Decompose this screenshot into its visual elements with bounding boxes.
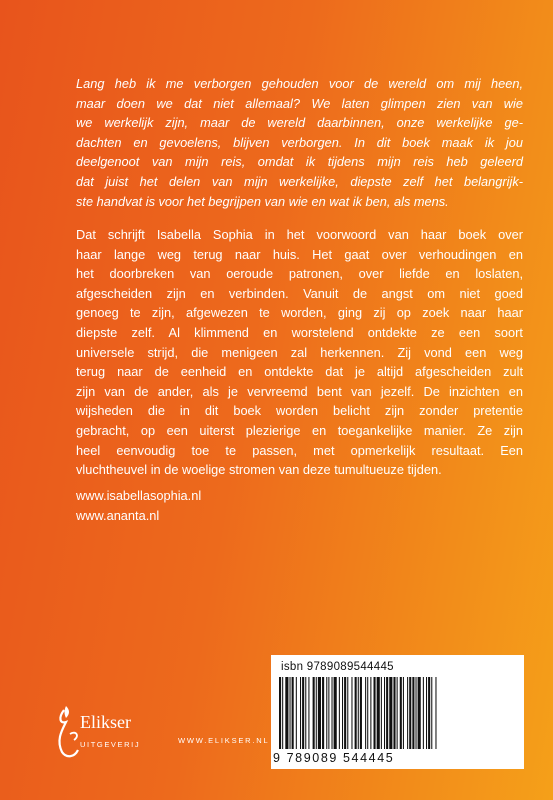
barcode-image — [279, 677, 515, 749]
quote-line: dat juist het delen van mijn werkelijke, diepste zelf het belangrijk- — [76, 173, 523, 189]
blurb-line: het doorbreken van oeroude patronen, over liefde en loslaten, — [76, 266, 523, 282]
blurb-paragraph — [76, 225, 523, 480]
quote-line: dachten en gevoelens, blijven verborgen. In dit boek maak ik jou — [76, 134, 523, 150]
author-website-link[interactable]: www.isabellasophia.nl — [76, 488, 202, 503]
website-links — [76, 486, 201, 525]
blurb-line: gebracht, op een uiterst plezierige en toegankelijke manier. Ze zijn — [76, 422, 523, 438]
ean-number: 9 789089 544445 — [273, 751, 395, 765]
isbn-label: isbn 9789089544445 — [281, 661, 394, 673]
blurb-line: zijn van de ander, als je vervreemd bent van jezelf. De inzichten en — [76, 383, 523, 399]
blurb-line: heel eenvoudig toe te passen, met opmerkelijk resultaat. Een — [76, 442, 523, 458]
blurb-line: diepste zelf. Al klimmend en worstelend ontdekte ze een soort — [76, 324, 523, 340]
quote-line: we werkelijk zijn, maar de wereld daarbinnen, onze werkelijke ge- — [76, 115, 523, 131]
quote-line: ste handvat is voor het begrijpen van wie en wat ik ben, als mens. — [76, 193, 449, 209]
publisher-subtitle: UITGEVERIJ — [80, 740, 141, 749]
blurb-line: genoeg te zijn, afgewezen te worden, ging zij op zoek naar haar — [76, 305, 523, 321]
blurb-line: haar lange weg terug naar huis. Het gaat over verhoudingen en — [76, 246, 523, 262]
publisher-logo-text: Elikser — [80, 712, 131, 732]
publisher-url: WWW.ELIKSER.NL — [178, 736, 270, 745]
blurb-line: terug naar de eenheid en ontdekte dat je altijd afgescheiden zult — [76, 364, 523, 380]
blurb-line: Dat schrijft Isabella Sophia in het voorwoord van haar boek over — [76, 227, 523, 242]
barcode-panel — [271, 655, 524, 769]
back-cover-quote — [76, 74, 523, 211]
blurb-line: afgescheiden zijn en verbinden. Vanuit de angst om niet goed — [76, 285, 523, 301]
quote-line: deelgenoot van mijn reis, omdat ik tijdens mijn reis heb geleerd — [76, 154, 523, 170]
publisher-website-link[interactable]: www.ananta.nl — [76, 507, 160, 523]
quote-line: Lang heb ik me verborgen gehouden voor de wereld om mij heen, — [76, 76, 523, 91]
blurb-line: universele strijd, die menigeen zal herkennen. Zij vond een weg — [76, 344, 523, 360]
blurb-line: vluchtheuvel in de woelige stromen van deze tumultueuze tijden. — [76, 462, 442, 478]
quote-line: maar doen we dat niet allemaal? We laten glimpen zien van wie — [76, 95, 523, 111]
blurb-line: wijsheden die in dit boek worden belicht zijn zonder pretentie — [76, 403, 523, 419]
